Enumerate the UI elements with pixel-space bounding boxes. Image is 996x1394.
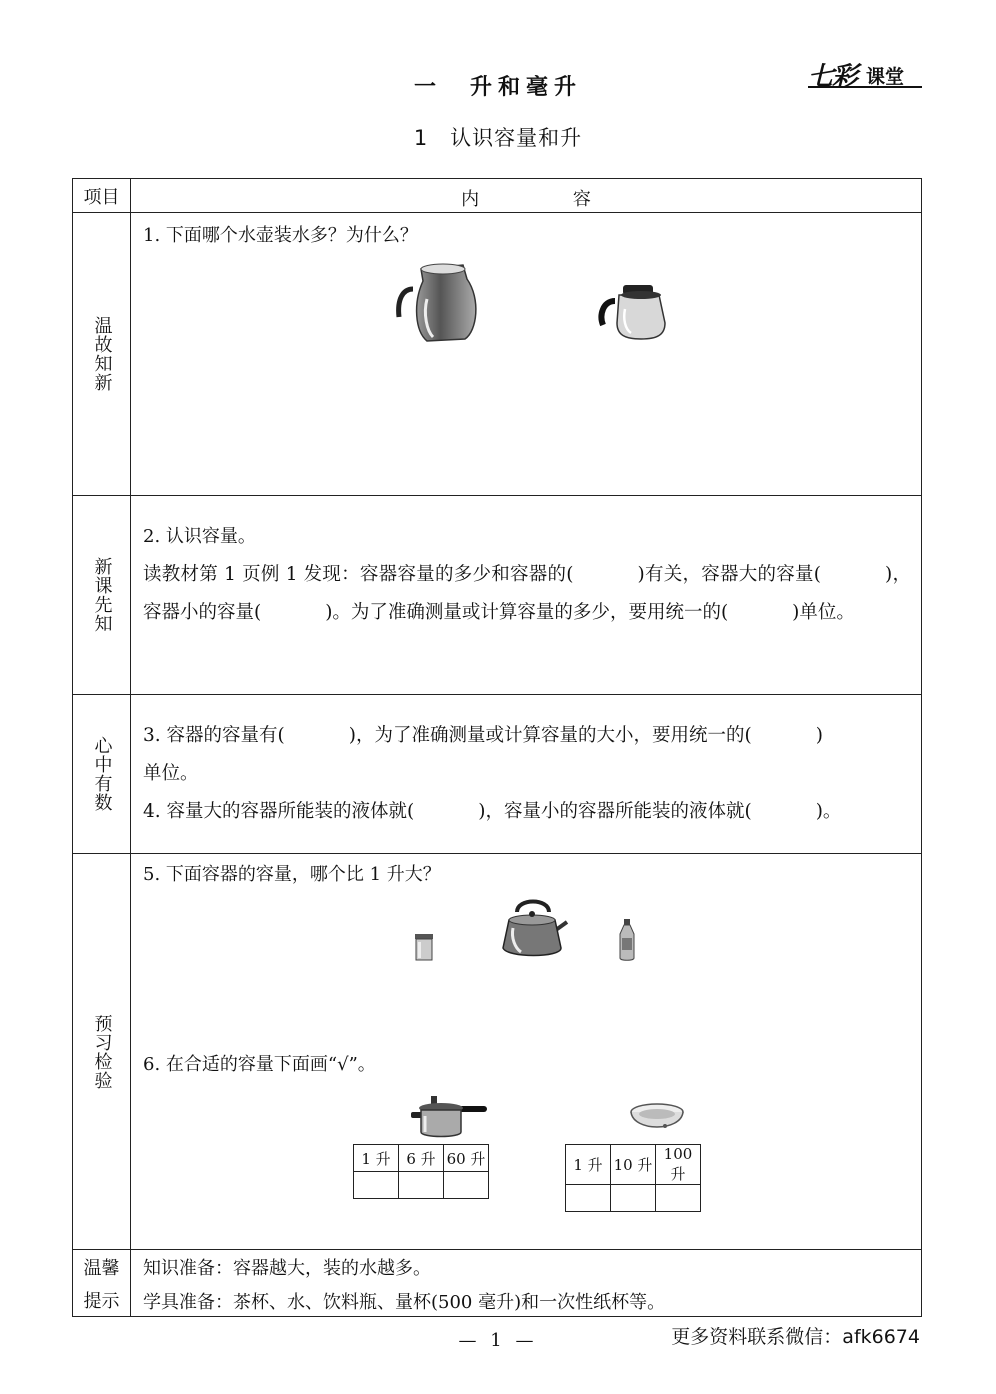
question-part: )，为了准确测量或计算容量的大小，要用统一的(: [348, 725, 752, 746]
lesson-title: 1 认识容量和升: [413, 126, 583, 150]
section-content-cell: [131, 695, 921, 853]
question-3: [143, 717, 911, 793]
grid-answer-row: [566, 1185, 701, 1212]
check-cell[interactable]: [656, 1185, 701, 1212]
section-content-cell: [131, 854, 921, 1249]
check-cell[interactable]: [354, 1172, 399, 1199]
check-cell[interactable]: [444, 1172, 489, 1199]
header-content-cell: [131, 179, 921, 212]
worksheet-table: [72, 178, 922, 1317]
tips-row: [73, 1250, 921, 1316]
question-part: )，容量小的容器所能装的液体就(: [478, 801, 752, 822]
bowl-image: [629, 1102, 685, 1140]
question-part: )。: [815, 801, 842, 822]
header-content-label: 内 容: [461, 189, 635, 210]
check-cell[interactable]: [566, 1185, 611, 1212]
large-jug-image: [393, 259, 483, 347]
section-content-cell: [131, 496, 921, 694]
section-label: 预习检验: [91, 1013, 113, 1090]
section-label: 心中有数: [91, 736, 113, 812]
tips-knowledge: 知识准备：容器越大，装的水越多。: [143, 1258, 431, 1279]
question-4: [143, 793, 911, 831]
logo-word: 课堂: [866, 66, 905, 88]
question-2: 2. 认识容量。: [143, 526, 256, 547]
capacity-grid-cooker: [353, 1144, 489, 1199]
grid-option: 60 升: [444, 1145, 489, 1172]
section-label: 温故知新: [91, 316, 113, 392]
section-check-row: [73, 854, 921, 1250]
tips-label-line: 温馨: [83, 1257, 120, 1279]
table-header-row: [73, 179, 921, 213]
question-part: ): [815, 725, 823, 746]
pressure-cooker-image: [409, 1094, 489, 1140]
glass-jar-image: [413, 932, 435, 962]
grid-answer-row: [354, 1172, 489, 1199]
tips-content-cell: [131, 1250, 921, 1316]
check-cell[interactable]: [611, 1185, 656, 1212]
section-review-row: [73, 213, 921, 496]
question-1: 1. 下面哪个水壶装水多？为什么？: [143, 225, 418, 246]
section-label-cell: [73, 496, 131, 694]
header-item-cell: [73, 179, 131, 212]
check-cell[interactable]: [399, 1172, 444, 1199]
small-coffee-pot-image: [597, 279, 669, 343]
grid-option: 10 升: [611, 1145, 656, 1185]
question-2-paragraph: [143, 556, 911, 632]
question-5: 5. 下面容器的容量，哪个比 1 升大？: [143, 864, 441, 885]
question-part: 4. 容量大的容器所能装的液体就(: [143, 801, 415, 822]
section-summary-row: [73, 695, 921, 854]
section-label-cell: [73, 695, 131, 853]
section-preview-row: [73, 496, 921, 695]
paragraph-part: )单位。: [792, 602, 855, 623]
tips-label-cell: [73, 1250, 131, 1316]
grid-header-row: [566, 1145, 701, 1185]
paragraph-part: )有关，容器大的容量(: [637, 564, 822, 585]
unit-title: 一 升和毫升: [413, 75, 582, 100]
tips-label-line: 提示: [83, 1290, 120, 1312]
tips-tools: 学具准备：茶杯、水、饮料瓶、量杯(500 毫升)和一次性纸杯等。: [143, 1292, 666, 1313]
section-label-cell: [73, 213, 131, 495]
capacity-grid-bowl: [565, 1144, 701, 1212]
question-part: 单位。: [143, 763, 199, 784]
kettle-image: [499, 896, 569, 962]
logo-mark: 七彩: [808, 62, 857, 92]
contact-note: 更多资料联系微信：afk6674: [671, 1326, 920, 1348]
header-item-label: 项目: [83, 186, 120, 208]
question-6: 6. 在合适的容量下面画“√”。: [143, 1054, 376, 1075]
grid-option: 6 升: [399, 1145, 444, 1172]
section-label: 新课先知: [91, 557, 113, 633]
grid-option: 1 升: [566, 1145, 611, 1185]
section-content-cell: [131, 213, 921, 495]
paragraph-part: )，容器小的容量(: [143, 564, 912, 623]
bottle-image: [617, 918, 637, 962]
paragraph-part: 读教材第 1 页例 1 发现：容器容量的多少和容器的(: [143, 564, 574, 585]
section-label-cell: [73, 854, 131, 1249]
paragraph-part: )。为了准确测量或计算容量的多少，要用统一的(: [325, 602, 729, 623]
grid-option: 1 升: [354, 1145, 399, 1172]
page-number: — 1 —: [458, 1330, 538, 1351]
grid-option: 100 升: [656, 1145, 701, 1185]
question-part: 3. 容器的容量有(: [143, 725, 285, 746]
grid-header-row: [354, 1145, 489, 1172]
